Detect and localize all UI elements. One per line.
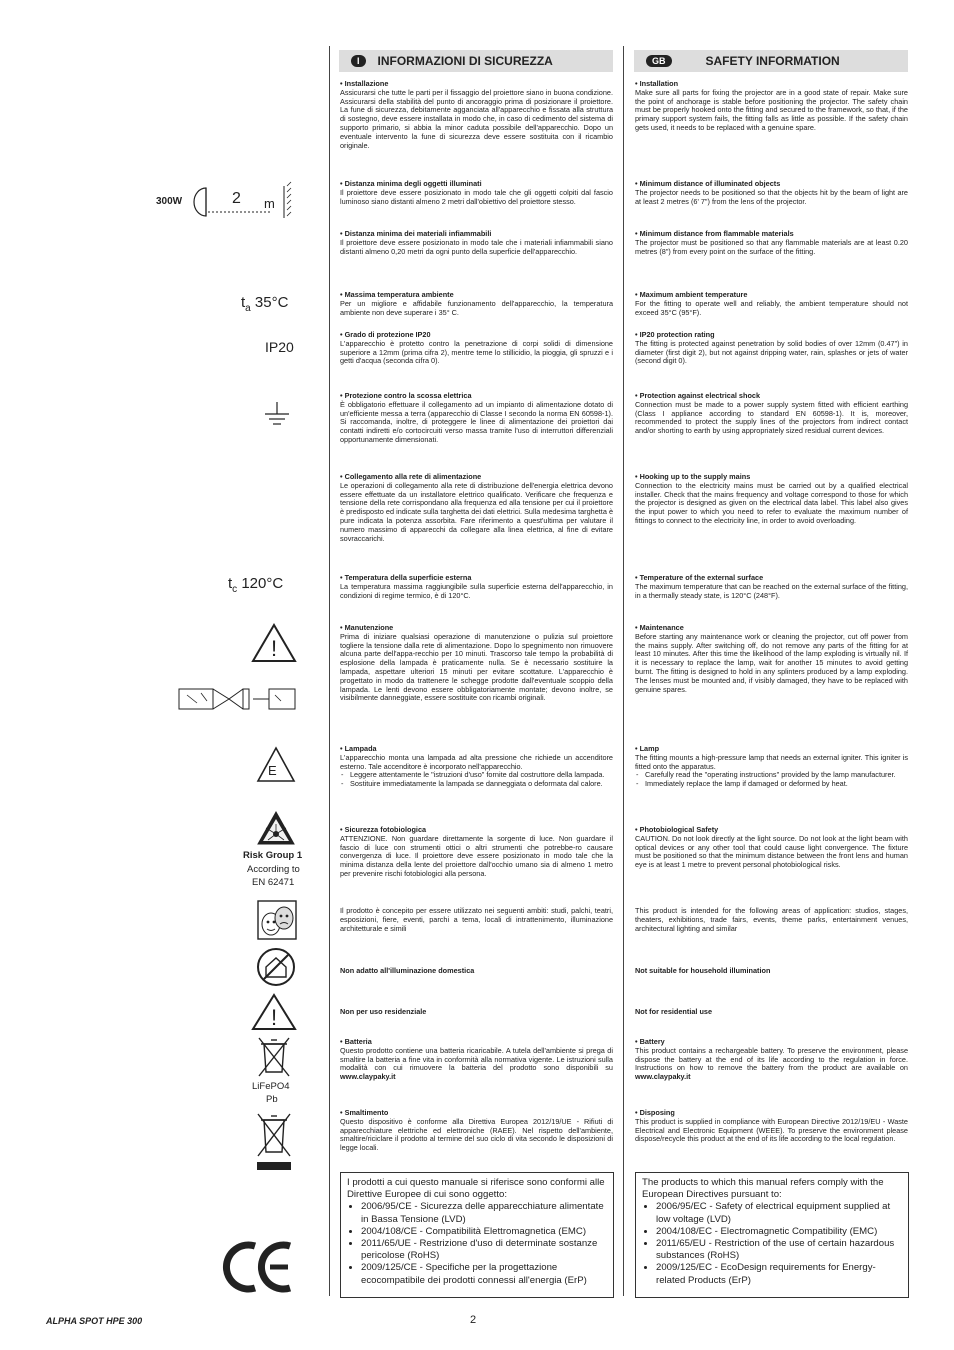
it-photobiological: • Sicurezza fotobiologica ATTENZIONE. Non guardare direttamente la sorgente di luce. Non guardare il fascio di luce con strumenti ottici o altri strumenti che potrebbe-ro causare convergenza di luce. Il proiettore deve essere posizionato in modo tale che la minima distanza della lente del proiettore dall'occhio umano sia di almeno 1 metro per prevenire rischi fotobiologici alla persona. [340,825,613,878]
header-english [634,50,908,72]
gb-min-distance-objects: • Minimum distance of illuminated objects The projector needs to be positioned so that the objects hit by the beam of light are at least 2 metres (6' 7") from the lens of the projector. [635,179,908,206]
gb-battery: • Battery This product contains a rechargeable battery. To preserve the environment, please dispose the battery at the end of its life according to the regulation in force. Instructions on how to remove the battery from the product are available on www.claypaky.it [635,1037,908,1082]
gb-directives-box: The products to which this manual refers comply with the European Directives pursuant to: • 2006/95/EC - Safety of electrical equipment supplied at low voltage (LVD) • 2004/108/EC - Electromagnetic Compatibility (EMC) • 2011/65/EU - Restriction of the use of certain hazardous substances (RoHS) • 2009/125/EC - EcoDesign requirements for Energy-related Products (ErP) [635,1172,909,1298]
gb-surface-temperature: • Temperature of the external surface The maximum temperature that can be reached on the external surface of the fitting, in a thermally steady state, is 120°C (248°F). [635,573,908,600]
gb-electric-shock: • Protection against electrical shock Connection must be made to a power supply system fitted with efficient earthing (Class I appliance according to standard EN 60598-1). It is, moreover, recommended to protect the supply lines of the projectors from indirect contact and/or shorting to earth by using appropriately sized residual current devices. [635,391,908,436]
earth-ground-icon [262,400,292,430]
warning-residential-icon [251,992,297,1032]
gb-disposal: • Disposing This product is supplied in compliance with European Directive 2012/19/EU - Waste Electrical and Electronic Equipment (WEEE). To preserve the environment please dispose/recycle this product at the end of its life according to the local regulation. [635,1108,908,1144]
it-not-residential: Non per uso residenziale [340,1007,427,1016]
battery-bin-icon [256,1036,292,1078]
it-disposal: • Smaltimento Questo dispositivo è conforme alla Direttiva Europea 2012/19/UE - Rifiuti di apparecchiature elettriche ed elettroniche (RAEE). Nel rispetto dell'ambiente, smaltire/riciclare il prodotto al termine del suo ciclo di vita secondo le disposizioni di legge locali. [340,1108,613,1153]
header-italian [339,50,613,72]
it-application-areas: Il prodotto è concepito per essere utilizzato nei seguenti ambiti: studi, palchi, teatri, esposizioni, fiere, eventi, parchi a tema, locali di intrattenimento, illuminazione architetturale e simili [340,906,613,933]
gb-ambient-temperature: • Maximum ambient temperature For the fitting to operate well and reliably, the ambient temperature should not exceed 35°C (95°F). [635,290,908,317]
badge-italian: I [351,55,366,67]
gb-not-residential: Not for residential use [635,1007,713,1016]
gb-installation: • Installation Make sure all parts for fixing the projector are in a good state of repair. Make sure the point of anchorage is stable before positioning the projector. The safety chain must be properly hooked onto the fitting and secured to the framework, so that, if the primary support system fails, the fitting falls as little as possible. If the safety chain gets used, it needs to be replaced with a genuine spare. [635,79,908,132]
it-ambient-temperature: • Massima temperatura ambiente Per un migliore e affidabile funzionamento dell'apparecchio, la temperatura ambiente non deve superare i 35° C. [340,290,613,317]
battery-type-label: LiFePO4 [252,1081,290,1092]
risk-standard-label: EN 62471 [252,877,295,888]
it-ip-rating: • Grado di protezione IP20 L'apparecchio è protetto contro la penetrazione di corpi solidi di dimensione superiore a 12mm (prima cifra 2), mentre teme lo stillicidio, la pioggia, gli spruzzi e i getti d'acqua (seconda cifra 0). [340,330,613,366]
it-mains-connection: • Collegamento alla rete di alimentazione Le operazioni di collegamento alla rete di distribuzione dell'energia elettrica devono essere effettuate da un installatore elettrico qualificato. Verificare che frequenza e tensione della rete corrispondano alla frequenza ed alla tensione per cui il proiettore è predisposto ed indicate sulla targhetta dei dati elettrici. Sulla medesima targhetta è pure indicata la potenza assorbita. Fare riferimento a quest'ultima per valutare il numero massimo di apparecchi da collegare alla linea elettrica, al fine di evitare sovraccarichi. [340,472,613,543]
theatre-masks-icon [257,900,297,940]
header-english-title: SAFETY INFORMATION [705,54,840,68]
lens-protection-icon [177,683,297,715]
gb-maintenance: • Maintenance Before starting any maintenance work or cleaning the projector, cut off power from the mains supply. After switching off, do not remove any parts of the fitting for at least 10 minutes. After this time the likelihood of the lamp exploding is virtually nil. If it is necessary to replace the lamp, wait for another 15 minutes to avoid getting burnt. The fitting is designed to hold in any splinters produced by a lamp exploding. The lenses must be mounted and, if visibly damaged, they have to be replaced with genuine spares. [635,623,908,694]
distance-symbol [156,180,296,220]
header-italian-title: INFORMAZIONI DI SICUREZZA [377,54,553,68]
it-maintenance: • Manutenzione Prima di iniziare qualsiasi operazione di manutenzione o pulizia sul proiettore togliere la tensione dalla rete di alimentazione. Dopo lo spegnimento non rimuovere alcuna parte dell'appa-recchio per 10 minuti. Trascorso tale tempo la probabilità di esplosione della lampada è praticamente nulla. Se è necessario sostituire la lampada, aspettare ulteriori 15 minuti per evitare scottature. L'apparecchio è progettato in modo da trattenere le schegge prodotte dall'eventuale scoppio della lampada. Le lenti devono essere obbligatoriamente montate; devono inoltre, se visibilmente danneggiate, essere sostituite con ricambi originali. [340,623,613,703]
it-directives-box: I prodotti a cui questo manuale si riferisce sono conformi alle Direttive Europee di cui sono oggetto: • 2006/95/CE - Sicurezza delle apparecchiature alimentate in Bassa Tensione (LVD) • 2004/108/CE - Compatibilità Elettromagnetica (EMC) • 2011/65/UE - Restrizione d'uso di determinate sostanze pericolose (RoHS) • 2009/125/CE - Specifiche per la progettazione ecocompatibile dei prodotti connessi all'energia (ErP) [340,1172,614,1298]
warning-triangle-icon [251,622,297,664]
it-min-distance-flammable: • Distanza minima dei materiali infiammabili Il proiettore deve essere posizionato in modo tale che i materiali infiammabili siano distanti almeno 0,20 metri da ogni punto della superficie dell'apparecchio. [340,229,613,256]
gb-battery-link[interactable]: www.claypaky.it [635,1072,691,1082]
it-installation: • Installazione Assicurarsi che tutte le parti per il fissaggio del proiettore siano in buona condizione. Assicurarsi della stabilità del punto di ancoraggio prima di posizionare il proiettore. La fune di sicurezza, debitamente agganciata all'apparecchio e fissata alla struttura di sostegno, deve essere installata in modo che, in caso di cedimento del sistema di supporto primario, si abbia la minor caduta possibile dell'apparecchio. Dopo un eventuale intervento la fune di sicurezza deve essere sostituita con il ricambio originale. [340,79,613,150]
it-lamp: • Lampada L'apparecchio monta una lampada ad alta pressione che richiede un accenditore esterno. Tale accenditore è incorporato nell'apparecchio. - Leggere attentamente le "istruzioni d'uso" fornite dal costruttore della lampada. - Sostituire immediatamente la lampada se danneggiata o deformata dal calore. [340,745,613,789]
gb-not-household: Not suitable for household illumination [635,966,771,975]
weee-bin-icon [255,1112,293,1174]
gb-min-distance-flammable: • Minimum distance from flammable materials The projector must be positioned so that any flammable materials are at least 0.20 metres (8") from every point on the surface of the fitting. [635,229,908,256]
distance-value: 2 [232,190,241,207]
it-min-distance-objects: • Distanza minima degli oggetti illuminati Il proiettore deve essere posizionato in modo tale che gli oggetti colpiti dal fascio luminoso siano distanti almeno 2 metri dall'obiettivo del proiettore stesso. [340,179,613,206]
ambient-temperature-symbol: $t_a$ 35°C [241,294,289,314]
gb-lamp: • Lamp The fitting mounts a high-pressure lamp that needs an external igniter. This igniter is fitted onto the apparatus. - Carefully read the "operating instructions" provided by the lamp manufacturer. - Immediately replace the lamp if damaged or deformed by heat. [635,745,908,789]
risk-group-label: Risk Group 1 [243,850,303,861]
it-not-household: Non adatto all'illuminazione domestica [340,966,475,975]
badge-english: GB [646,55,672,67]
svg-text:!: ! [270,1005,278,1030]
it-battery-link[interactable]: www.claypaky.it [340,1072,396,1082]
gb-application-areas: This product is intended for the following areas of application: studios, stages, theaters, exhibitions, trade fairs, events, theme parks, entertainment venues, architectural lighting and similar [635,906,908,933]
ce-mark-icon [222,1240,294,1294]
it-surface-temperature: • Temperatura della superficie esterna La temperatura massima raggiungibile sulla superficie esterna dell'apparecchio, in condizioni di regime termico, è di 120°C. [340,573,613,600]
laser-radiation-icon [256,810,296,846]
gb-ip-rating: • IP20 protection rating The fitting is protected against penetration by solid bodies of over 12mm (0.47") in diameter (first digit 2), but not against dripping water, rain, splashes or jets of water (second digit 0). [635,330,908,366]
column-divider-middle [623,46,624,1296]
lamp-beam-icon [156,180,296,220]
surface-temperature-symbol: $t_c$ 120°C [228,575,284,595]
e-mark-letter: E [268,763,277,778]
gb-photobiological: • Photobiological Safety CAUTION. Do not look directly at the light source. Do not look at the light beam with optical devices or any other tool that could cause light convergence. The fixture must be positioned so that the minimum distance between the front lens and human eye is at least 1 metre to prevent personal photobiological risks. [635,825,908,870]
ip-rating-symbol: IP20 [265,339,294,355]
footer-page-number: 2 [470,1314,477,1326]
it-electric-shock: • Protezione contro la scossa elettrica È obbligatorio effettuare il collegamento ad un impianto di alimentazione dotato di un'efficiente messa a terra (apparecchio di Classe I secondo la norma EN 60598-1). Si raccomanda, inoltre, di proteggere le linee di alimentazione dei proiettori dai contatti indiretti e/o cortocircuiti verso massa tramite l'uso di interruttori differenziali opportunamente dimensionati. [340,391,613,444]
svg-text:!: ! [270,636,278,661]
risk-according-label: According to [247,864,300,875]
distance-unit: m [264,196,275,211]
column-divider-left [329,46,330,1296]
no-household-icon [256,947,296,987]
footer-product-name: ALPHA SPOT HPE 300 [46,1316,143,1326]
it-battery: • Batteria Questo prodotto contiene una batteria ricaricabile. A tutela dell'ambiente si prega di smaltire la batteria a fine vita in conformità alla normativa vigente. Le istruzioni sulla modalità con cui rimuovere la batteria del prodotto sono disponibili su www.claypaky.it [340,1037,613,1082]
power-label: 300W [156,196,183,207]
battery-pb-label: Pb [266,1094,278,1105]
gb-mains-connection: • Hooking up to the supply mains Connection to the electricity mains must be carried out by a qualified electrical installer. Check that the mains frequency and voltage correspond to those for which the projector is designed as given on the electrical data label. This label also gives the input power to which you need to refer to evaluate the maximum number of fittings to connect to the electricity line, in order to avoid overloading. [635,472,908,525]
